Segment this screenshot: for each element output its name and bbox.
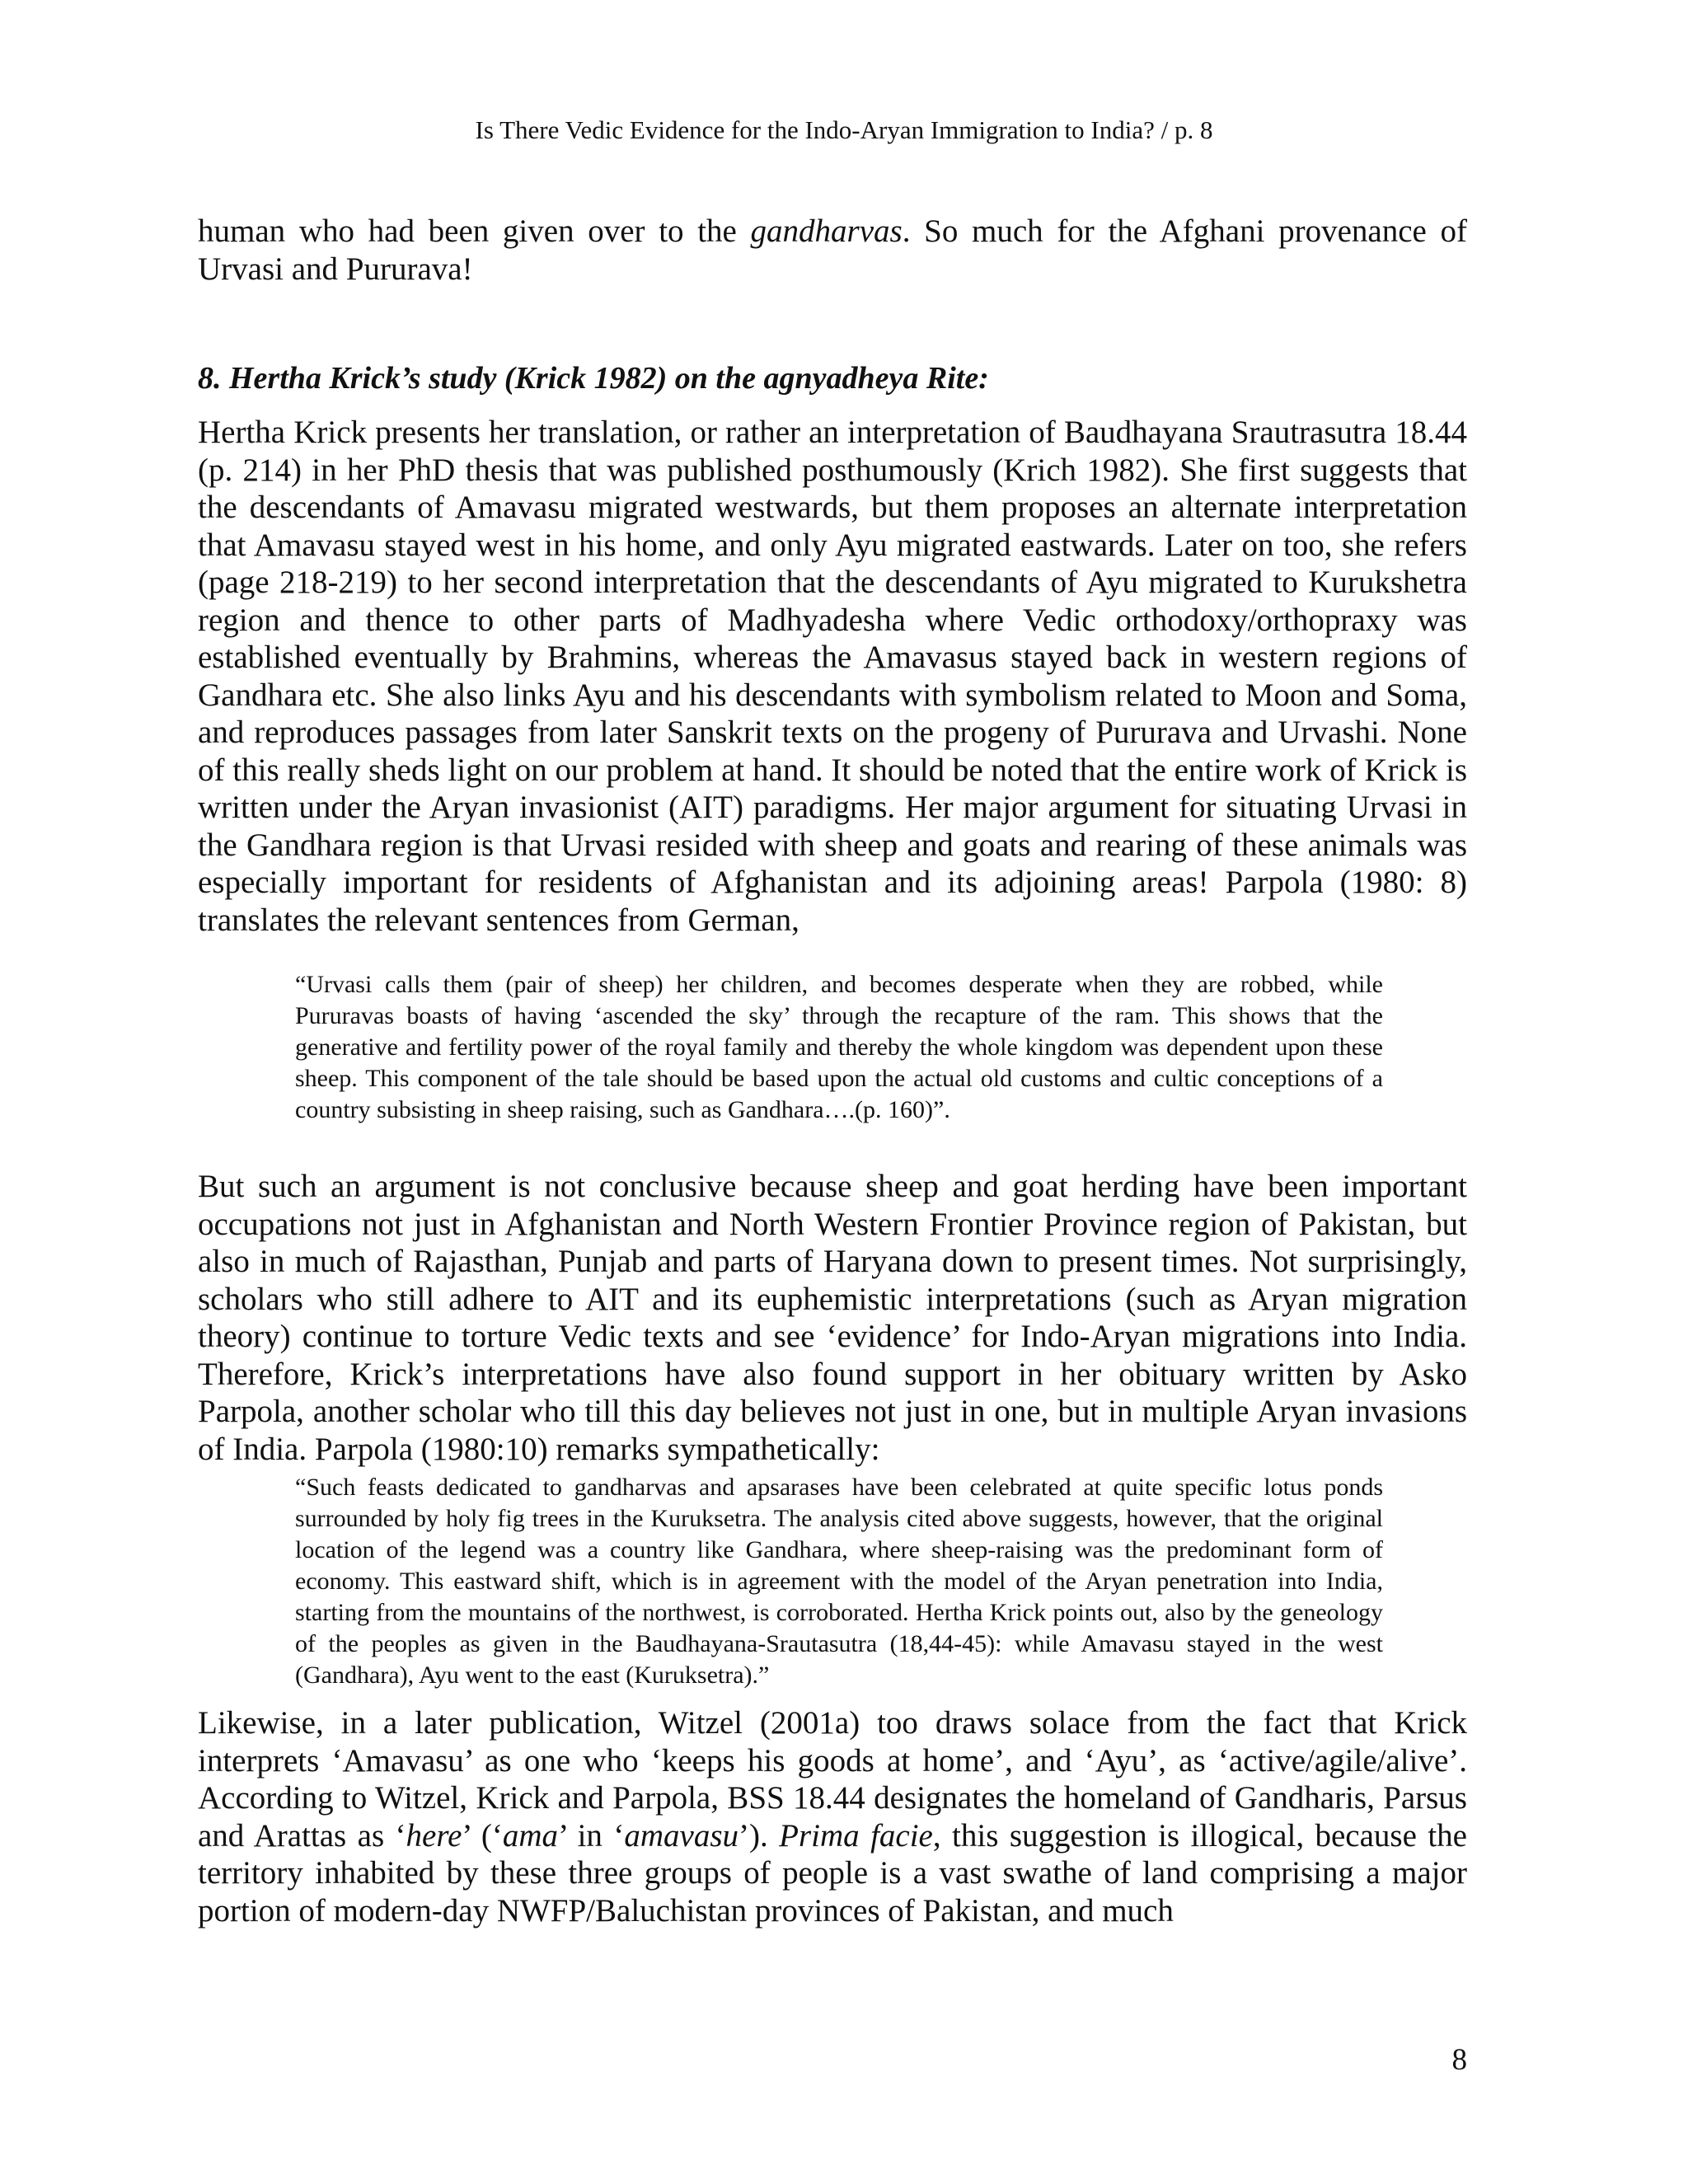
paragraph-continuation: [198, 213, 1467, 288]
paragraph-witzel: [198, 1704, 1467, 1929]
italic-term: here: [406, 1817, 462, 1854]
italic-term: Prima facie: [779, 1817, 933, 1854]
italic-term: ama: [502, 1817, 559, 1854]
text-run: human who had been given over to the: [198, 213, 751, 249]
section-heading: 8. Hertha Krick’s study (Krick 1982) on the agnyadheya Rite:: [198, 361, 989, 396]
italic-term: amavasu: [624, 1817, 738, 1854]
italic-term: gandharvas: [750, 213, 903, 249]
text-run: , this suggestion is illogical, because the territory inhabited by these three groups of people is a vast swathe of land comprising a major portion of modern-day NWFP/Baluchistan provinces of Pakistan, and much: [198, 1817, 1467, 1929]
block-quote-parpola-2: “Such feasts dedicated to gandharvas and apsarases have been celebrated at quite specific lotus ponds surrounded by holy fig trees in the Kuruksetra. The analysis cited above suggests, however, that the original location of the legend was a country like Gandhara, where sheep-raising was the predominant form of economy. This eastward shift, which is in agreement with the model of the Aryan penetration into India, starting from the mountains of the northwest, is corroborated. Hertha Krick points out, also by the geneology of the peoples as given in the Baudhayana-Srautasutra (18,44-45): while Amavasu stayed in the west (Gandhara), Ayu went to the east (Kuruksetra).”: [295, 1474, 1383, 1689]
text-run: ’ in ‘: [558, 1817, 625, 1854]
block-quote-parpola-1: “Urvasi calls them (pair of sheep) her children, and becomes desperate when they are robbed, while Pururavas boasts of having ‘ascended the sky’ through the recapture of the ram. This shows that the generative and fertility power of the royal family and thereby the whole kingdom was dependent upon these sheep. This component of the tale should be based upon the actual old customs and cultic conceptions of a country subsisting in sheep raising, such as Gandhara….(p. 160)”.: [295, 971, 1383, 1123]
paragraph-argument: But such an argument is not conclusive because sheep and goat herding have been important occupations not just in Afghanistan and North Western Frontier Province region of Pakistan, but also in much of Rajasthan, Punjab and parts of Haryana down to present times. Not surprisingly, scholars who still adhere to AIT and its euphemistic interpretations (such as Aryan migration theory) continue to torture Vedic texts and see ‘evidence’ for Indo-Aryan migrations into India. Therefore, Krick’s interpretations have also found support in her obituary written by Asko Parpola, another scholar who till this day believes not just in one, but in multiple Aryan invasions of India. Parpola (1980:10) remarks sympathetically:: [198, 1169, 1467, 1467]
running-header: Is There Vedic Evidence for the Indo-Aryan Immigration to India? / p. 8: [475, 115, 1213, 144]
page-number: 8: [1451, 2043, 1467, 2077]
paragraph-krick-study: Hertha Krick presents her translation, or rather an interpretation of Baudhayana Srautrasutra 18.44 (p. 214) in her PhD thesis that was published posthumously (Krich 1982). She first suggests that the descendants of Amavasu migrated westwards, but them proposes an alternate interpretation that Amavasu stayed west in his home, and only Ayu migrated eastwards. Later on too, she refers (page 218-219) to her second interpretation that the descendants of Ayu migrated to Kurukshetra region and thence to other parts of Madhyadesha where Vedic orthodoxy/orthopraxy was established eventually by Brahmins, whereas the Amavasus stayed back in western regions of Gandhara etc. She also links Ayu and his descendants with symbolism related to Moon and Soma, and reproduces passages from later Sanskrit texts on the progeny of Pururava and Urvashi. None of this really sheds light on our problem at hand. It should be noted that the entire work of Krick is written under the Aryan invasionist (AIT) paradigms. Her major argument for situating Urvasi in the Gandhara region is that Urvasi resided with sheep and goats and rearing of these animals was especially important for residents of Afghanistan and its adjoining areas! Parpola (1980: 8) translates the relevant sentences from German,: [198, 415, 1467, 938]
text-run: ’).: [738, 1817, 780, 1854]
text-run: . So much for the Afghani provenance of Urvasi and Pururava!: [198, 213, 1467, 287]
text-run: ’ (‘: [462, 1817, 503, 1854]
text-run: Likewise, in a later publication, Witzel (2001a) too draws solace from the fact that Krick interprets ‘Amavasu’ as one who ‘keeps his goods at home’, and ‘Ayu’, as ‘active/agile/alive’. According to Witzel, Krick and Parpola, BSS 18.44 designates the homeland of Gandharis, Parsus and Arattas as ‘: [198, 1705, 1467, 1854]
